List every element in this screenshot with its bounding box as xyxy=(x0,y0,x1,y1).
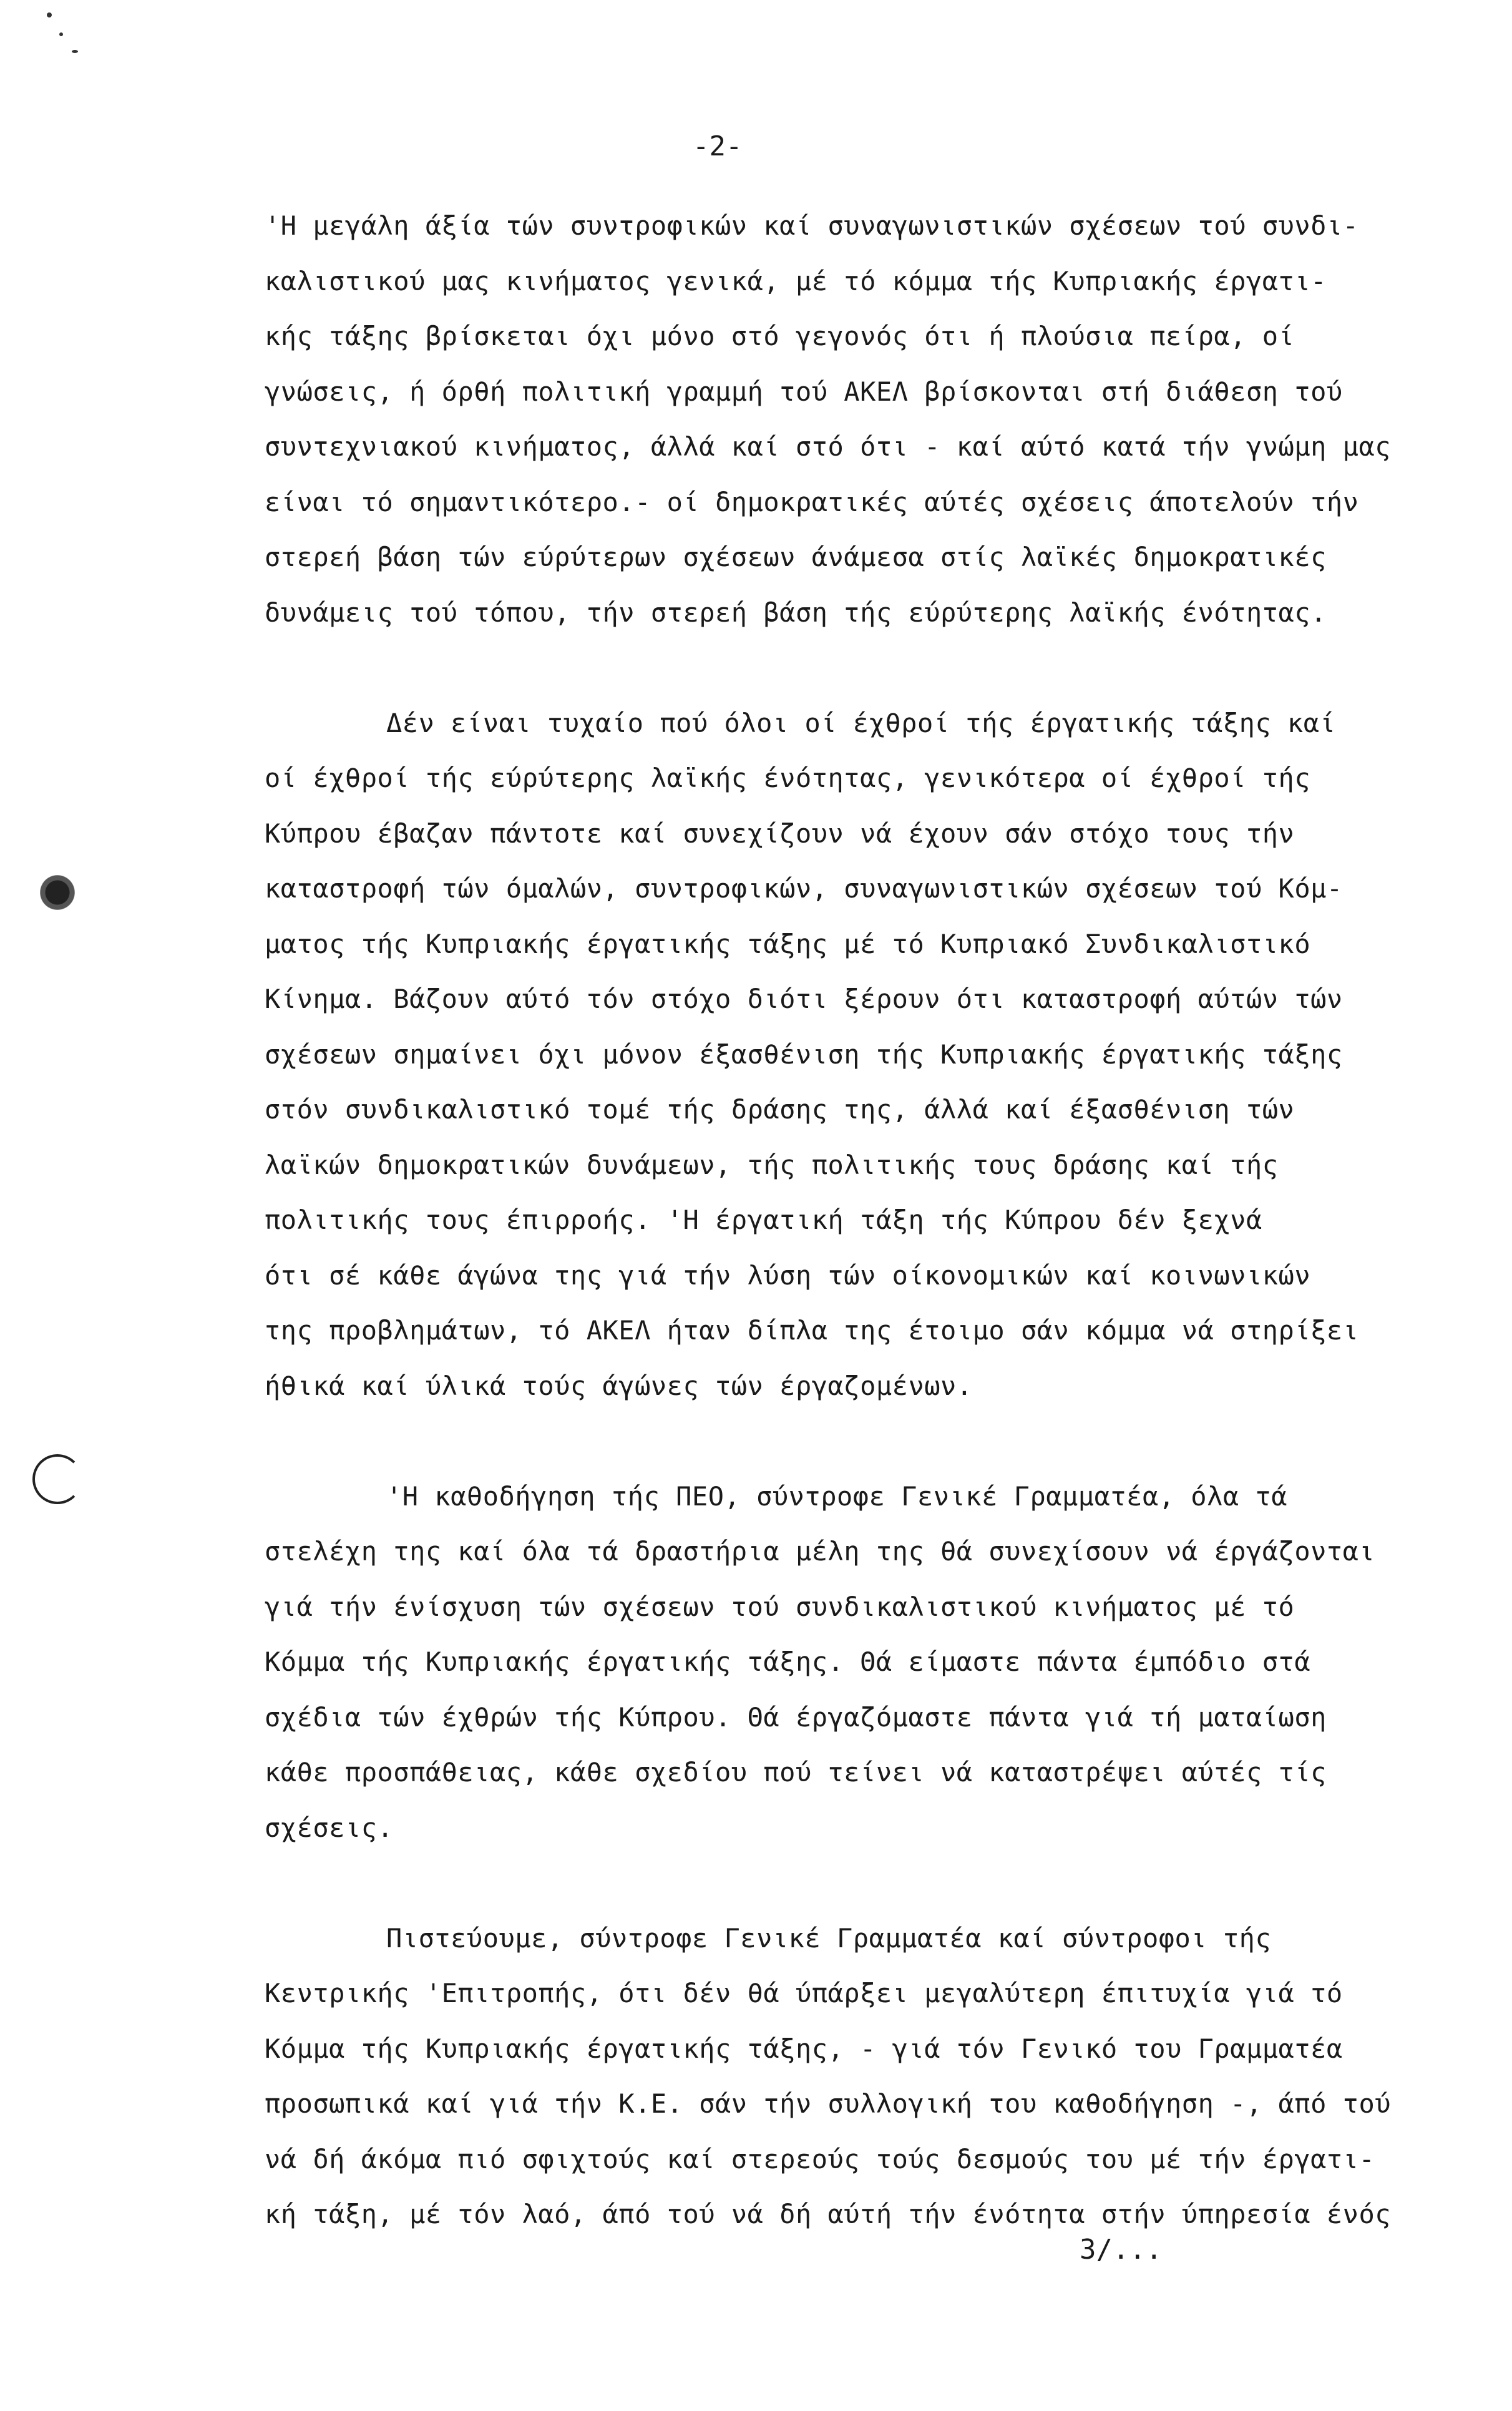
text-line: Κεντρικής 'Επιτροπής, ότι δέν θά ύπάρξει μεγαλύτερη έπιτυχία γιά τό xyxy=(265,1978,1343,2008)
text-line: πολιτικής τους έπιρροής. 'Η έργατική τάξη τής Κύπρου δέν ξεχνά xyxy=(265,1205,1262,1235)
text-line: προσωπικά καί γιά τήν Κ.Ε. σάν τήν συλλογική του καθοδήγηση -, άπό τού xyxy=(265,2088,1392,2119)
paragraph-gap xyxy=(265,1414,1350,1469)
paragraph xyxy=(265,1469,1375,1856)
text-line: σχέδια τών έχθρών τής Κύπρου. Θά έργαζόμαστε πάντα γιά τή ματαίωση xyxy=(265,1701,1327,1733)
paragraph xyxy=(265,1911,1392,2242)
text-line: σχέσεων σημαίνει όχι μόνον έξασθένιση τής Κυπριακής έργατικής τάξης xyxy=(265,1039,1343,1070)
text-line: γιά τήν ένίσχυση τών σχέσεων τού συνδικαλιστικού κινήματος μέ τό xyxy=(265,1591,1295,1622)
text-line: γνώσεις, ή όρθή πολιτική γραμμή τού ΑΚΕΛ βρίσκονται στή διάθεση τού xyxy=(265,376,1343,407)
text-line: Πιστεύουμε, σύντροφε Γενικέ Γραμματέα καί σύντροφοι τής xyxy=(386,1922,1272,1954)
text-line: καταστροφή τών όμαλών, συντροφικών, συναγωνιστικών σχέσεων τού Κόμ- xyxy=(265,873,1343,904)
text-line: της προβλημάτων, τό ΑΚΕΛ ήταν δίπλα της έτοιμο σάν κόμμα νά στηρίξει xyxy=(265,1315,1359,1346)
punch-hole-mark xyxy=(32,1454,82,1504)
paragraph xyxy=(265,696,1359,1414)
text-line: νά δή άκόμα πιό σφιχτούς καί στερεούς τούς δεσμούς του μέ τήν έργατι- xyxy=(265,2143,1375,2174)
text-line: ότι σέ κάθε άγώνα της γιά τήν λύση τών οίκονομικών καί κοινωνικών xyxy=(265,1259,1311,1291)
paragraph xyxy=(265,198,1392,640)
scan-speck xyxy=(47,12,52,17)
text-line: λαϊκών δημοκρατικών δυνάμεων, τής πολιτικής τους δράσης καί τής xyxy=(265,1149,1279,1180)
page-number: -2- xyxy=(693,130,743,162)
text-line: 'Η καθοδήγηση τής ΠΕΟ, σύντροφε Γενικέ Γραμματέα, όλα τά xyxy=(386,1480,1288,1512)
punch-hole-mark xyxy=(32,868,82,917)
text-line: κής τάξης βρίσκεται όχι μόνο στό γεγονός ότι ή πλούσια πείρα, οί xyxy=(265,321,1295,351)
text-line: Κόμμα τής Κυπριακής έργατικής τάξης. Θά είμαστε πάντα έμπόδιο στά xyxy=(265,1646,1311,1677)
scan-speck xyxy=(59,32,63,36)
text-line: Κύπρου έβαζαν πάντοτε καί συνεχίζουν νά έχουν σάν στόχο τους τήν xyxy=(265,818,1295,849)
text-line: στερεή βάση τών εύρύτερων σχέσεων άνάμεσα στίς λαϊκές δημοκρατικές xyxy=(265,542,1327,572)
paragraph-gap xyxy=(265,1856,1350,1911)
text-line: 'Η μεγάλη άξία τών συντροφικών καί συναγωνιστικών σχέσεων τού συνδι- xyxy=(265,210,1359,241)
text-line: Κόμμα τής Κυπριακής έργατικής τάξης, - γιά τόν Γενικό του Γραμματέα xyxy=(265,2033,1343,2064)
text-line: κάθε προσπάθειας, κάθε σχεδίου πού τείνει νά καταστρέψει αύτές τίς xyxy=(265,1757,1327,1787)
text-line: ματος τής Κυπριακής έργατικής τάξης μέ τό Κυπριακό Συνδικαλιστικό xyxy=(265,928,1311,959)
text-line: ήθικά καί ύλικά τούς άγώνες τών έργαζομένων. xyxy=(265,1370,973,1401)
text-line: στελέχη της καί όλα τά δραστήρια μέλη της θά συνεχίσουν νά έργάζονται xyxy=(265,1536,1375,1567)
text-line: συντεχνιακού κινήματος, άλλά καί στό ότι - καί αύτό κατά τήν γνώμη μας xyxy=(265,431,1392,462)
text-line: καλιστικού μας κινήματος γενικά, μέ τό κόμμα τής Κυπριακής έργατι- xyxy=(265,265,1327,296)
text-line: στόν συνδικαλιστικό τομέ τής δράσης της, άλλά καί έξασθένιση τών xyxy=(265,1094,1295,1125)
scan-speck xyxy=(72,50,78,53)
text-line: δυνάμεις τού τόπου, τήν στερεή βάση τής εύρύτερης λαϊκής ένότητας. xyxy=(265,597,1327,628)
document-body xyxy=(265,198,1392,2242)
text-line: κή τάξη, μέ τόν λαό, άπό τού νά δή αύτή τήν ένότητα στήν ύπηρεσία ένός xyxy=(265,2199,1392,2229)
text-line: οί έχθροί τής εύρύτερης λαϊκής ένότητας, γενικότερα οί έχθροί τής xyxy=(265,763,1311,793)
text-line: είναι τό σημαντικότερο.- οί δημοκρατικές αύτές σχέσεις άποτελούν τήν xyxy=(265,486,1359,517)
text-line: σχέσεις. xyxy=(265,1812,394,1843)
continuation-marker: 3/... xyxy=(1080,2234,1163,2266)
text-line: Δέν είναι τυχαίο πού όλοι οί έχθροί τής έργατικής τάξης καί xyxy=(386,707,1336,738)
paragraph-gap xyxy=(265,640,1350,696)
text-line: Κίνημα. Βάζουν αύτό τόν στόχο διότι ξέρουν ότι καταστροφή αύτών τών xyxy=(265,984,1343,1014)
